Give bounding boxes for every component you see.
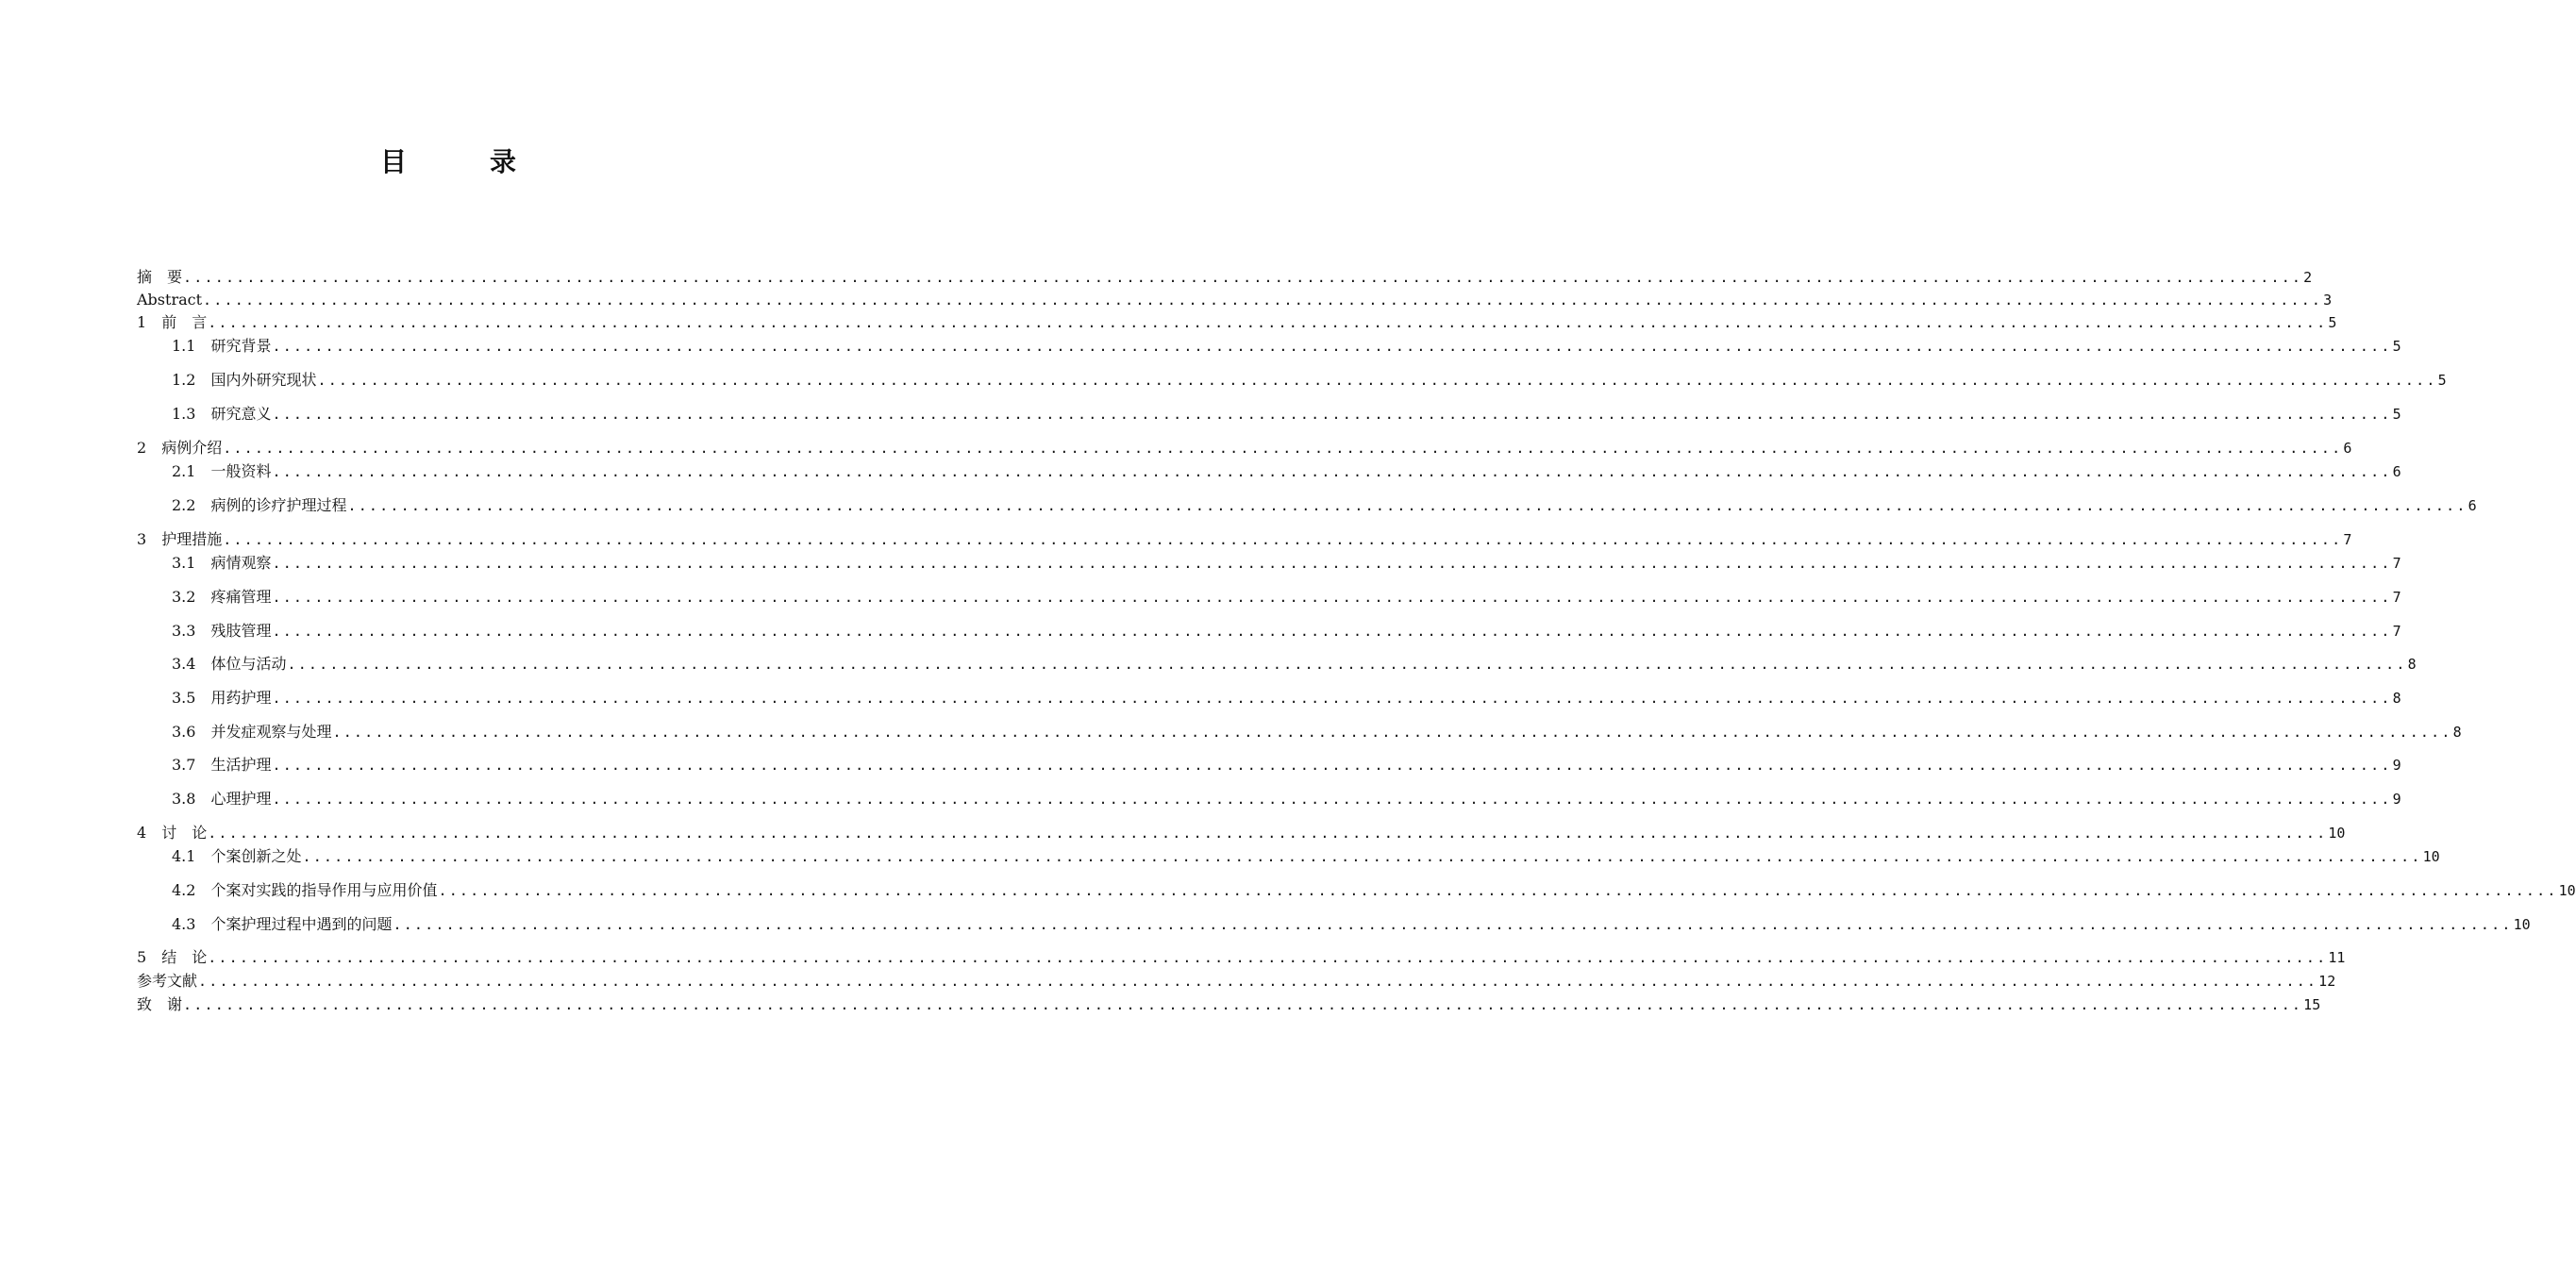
toc-entry-page: 10 bbox=[2513, 916, 2531, 933]
toc-entry-label: 用药护理 bbox=[210, 689, 272, 707]
toc-entry-label: 致 谢 bbox=[137, 995, 183, 1013]
toc-entry-label: 病例介绍 bbox=[161, 439, 223, 457]
toc-entry-label: 残肢管理 bbox=[210, 622, 272, 640]
toc-entry-page: 2 bbox=[2303, 269, 2313, 286]
toc-entry[interactable] bbox=[172, 880, 2576, 901]
toc-entry-number: 3.5 bbox=[172, 689, 211, 707]
toc-entry-page: 15 bbox=[2303, 996, 2321, 1013]
toc-entry[interactable] bbox=[137, 971, 2336, 992]
toc-entry[interactable] bbox=[172, 688, 2401, 709]
toc-entry-label: 心理护理 bbox=[210, 790, 272, 808]
toc-leader-dots: ........................................................................................................................................................................................................ bbox=[272, 589, 2392, 606]
toc-entry-label: 疼痛管理 bbox=[210, 588, 272, 606]
toc-leader-dots: ........................................................................................................................................................................................................ bbox=[347, 497, 2467, 514]
toc-leader-dots: ........................................................................................................................................................................................................ bbox=[223, 531, 2343, 548]
toc-entry-number: 3.6 bbox=[172, 723, 211, 741]
toc-entry-number: 3.8 bbox=[172, 790, 211, 808]
toc-entry-number: 4 bbox=[137, 824, 162, 842]
toc-entry-page: 9 bbox=[2392, 791, 2401, 808]
toc-entry-number: 1 bbox=[137, 313, 162, 331]
toc-entry[interactable] bbox=[137, 290, 2333, 310]
toc-leader-dots: ........................................................................................................................................................................................................ bbox=[272, 555, 2392, 572]
toc-entry[interactable] bbox=[137, 529, 2352, 550]
toc-entry[interactable] bbox=[172, 553, 2401, 574]
toc-entry[interactable] bbox=[172, 370, 2447, 391]
toc-entry-page: 5 bbox=[2437, 372, 2447, 389]
toc-leader-dots: ........................................................................................................................................................................................................ bbox=[208, 949, 2328, 966]
toc-entry[interactable] bbox=[172, 722, 2462, 742]
toc-leader-dots: ........................................................................................................................................................................................................ bbox=[272, 690, 2392, 707]
toc-entry-number: 2 bbox=[137, 439, 162, 457]
toc-entry-page: 8 bbox=[2407, 656, 2417, 673]
toc-entry-page: 12 bbox=[2318, 973, 2336, 990]
toc-entry[interactable] bbox=[172, 654, 2417, 675]
toc-entry-page: 10 bbox=[2328, 825, 2346, 842]
toc-entry[interactable] bbox=[172, 846, 2440, 867]
toc-entry[interactable] bbox=[172, 495, 2477, 516]
toc-entry-label: 个案创新之处 bbox=[210, 847, 302, 865]
toc-entry[interactable] bbox=[137, 267, 2313, 288]
toc-entry-page: 7 bbox=[2343, 531, 2352, 548]
toc-entry-label: 并发症观察与处理 bbox=[210, 723, 332, 741]
toc-leader-dots: ........................................................................................................................................................................................................ bbox=[272, 338, 2392, 355]
toc-leader-dots: ........................................................................................................................................................................................................ bbox=[272, 757, 2392, 774]
toc-leader-dots: ........................................................................................................................................................................................................ bbox=[302, 848, 2422, 865]
toc-entry-number: 3.3 bbox=[172, 622, 211, 640]
toc-entry-label: 个案对实践的指导作用与应用价值 bbox=[210, 881, 438, 899]
toc-leader-dots: ........................................................................................................................................................................................................ bbox=[272, 463, 2392, 480]
toc-entry-label: 摘 要 bbox=[137, 268, 183, 286]
toc-entry-label: 国内外研究现状 bbox=[210, 371, 317, 389]
toc-entry-page: 11 bbox=[2328, 949, 2346, 966]
toc-entry-label: 前 言 bbox=[161, 313, 208, 331]
toc-entry-page: 6 bbox=[2392, 463, 2401, 480]
toc-entry[interactable] bbox=[137, 312, 2337, 333]
toc-leader-dots: ........................................................................................................................................................................................................ bbox=[183, 996, 2303, 1013]
toc-entry-page: 5 bbox=[2392, 338, 2401, 355]
toc-entry-page: 7 bbox=[2392, 555, 2401, 572]
toc-entry-page: 10 bbox=[2558, 882, 2576, 899]
toc-entry-label: 参考文献 bbox=[137, 972, 198, 990]
toc-entry-label: 体位与活动 bbox=[210, 655, 287, 673]
toc-leader-dots: ........................................................................................................................................................................................................ bbox=[203, 292, 2323, 309]
toc-leader-dots: ........................................................................................................................................................................................................ bbox=[332, 724, 2452, 741]
toc-entry-page: 7 bbox=[2392, 623, 2401, 640]
toc-entry[interactable] bbox=[172, 587, 2401, 608]
toc-entry-label: 研究意义 bbox=[210, 405, 272, 423]
toc-entry-page: 8 bbox=[2452, 724, 2462, 741]
toc-entry-number: 1.2 bbox=[172, 371, 211, 389]
toc-entry[interactable] bbox=[172, 621, 2401, 642]
toc-entry-number: 4.2 bbox=[172, 881, 211, 899]
toc-entry-label: 结 论 bbox=[161, 948, 208, 966]
toc-entry-number: 2.2 bbox=[172, 496, 211, 514]
toc-entry[interactable] bbox=[172, 914, 2531, 935]
toc-leader-dots: ........................................................................................................................................................................................................ bbox=[208, 314, 2328, 331]
toc-entry-label: 病情观察 bbox=[210, 554, 272, 572]
toc-entry-number: 3 bbox=[137, 530, 162, 548]
toc-entry[interactable] bbox=[137, 823, 2346, 843]
toc-leader-dots: ........................................................................................................................................................................................................ bbox=[438, 882, 2558, 899]
toc-entry-page: 10 bbox=[2422, 848, 2440, 865]
toc-entry[interactable] bbox=[137, 947, 2346, 968]
toc-entry[interactable] bbox=[172, 755, 2401, 776]
toc-entry[interactable] bbox=[137, 438, 2352, 459]
toc-entry-page: 6 bbox=[2343, 440, 2352, 457]
toc-entry[interactable] bbox=[172, 404, 2401, 425]
toc-entry-page: 8 bbox=[2392, 690, 2401, 707]
toc-entry-label: Abstract bbox=[137, 291, 203, 309]
toc-entry-number: 1.3 bbox=[172, 405, 211, 423]
toc-entry-page: 6 bbox=[2467, 497, 2477, 514]
toc-entry-number: 3.1 bbox=[172, 554, 211, 572]
toc-leader-dots: ........................................................................................................................................................................................................ bbox=[208, 825, 2328, 842]
toc-entry-number: 5 bbox=[137, 948, 162, 966]
toc-leader-dots: ........................................................................................................................................................................................................ bbox=[317, 372, 2437, 389]
toc-entry-label: 生活护理 bbox=[210, 756, 272, 774]
toc-entry-label: 病例的诊疗护理过程 bbox=[210, 496, 347, 514]
toc-entry-label: 讨 论 bbox=[161, 824, 208, 842]
toc-entry-number: 3.7 bbox=[172, 756, 211, 774]
toc-entry-label: 一般资料 bbox=[210, 462, 272, 480]
toc-entry[interactable] bbox=[137, 994, 2321, 1015]
toc-entry-number: 2.1 bbox=[172, 462, 211, 480]
toc-entry-page: 9 bbox=[2392, 757, 2401, 774]
toc-entry-number: 1.1 bbox=[172, 337, 211, 355]
toc-entry-number: 3.2 bbox=[172, 588, 211, 606]
toc-leader-dots: ........................................................................................................................................................................................................ bbox=[198, 973, 2318, 990]
toc-leader-dots: ........................................................................................................................................................................................................ bbox=[183, 269, 2303, 286]
toc-entry-label: 个案护理过程中遇到的问题 bbox=[210, 915, 393, 933]
toc-leader-dots: ........................................................................................................................................................................................................ bbox=[393, 916, 2513, 933]
page-title: 目 录 bbox=[379, 146, 544, 177]
toc-entry-number: 4.3 bbox=[172, 915, 211, 933]
toc-entry-number: 3.4 bbox=[172, 655, 211, 673]
toc-entry-page: 5 bbox=[2392, 406, 2401, 423]
toc-leader-dots: ........................................................................................................................................................................................................ bbox=[272, 791, 2392, 808]
toc-leader-dots: ........................................................................................................................................................................................................ bbox=[223, 440, 2343, 457]
toc-leader-dots: ........................................................................................................................................................................................................ bbox=[272, 623, 2392, 640]
toc-leader-dots: ........................................................................................................................................................................................................ bbox=[272, 406, 2392, 423]
toc-entry[interactable] bbox=[172, 336, 2401, 357]
toc-entry-number: 4.1 bbox=[172, 847, 211, 865]
toc-entry-label: 研究背景 bbox=[210, 337, 272, 355]
toc-entry-label: 护理措施 bbox=[161, 530, 223, 548]
toc-leader-dots: ........................................................................................................................................................................................................ bbox=[287, 656, 2407, 673]
toc-entry[interactable] bbox=[172, 461, 2401, 482]
toc-entry-page: 7 bbox=[2392, 589, 2401, 606]
toc-entry[interactable] bbox=[172, 789, 2401, 809]
toc-entry-page: 5 bbox=[2328, 314, 2337, 331]
toc-entry-page: 3 bbox=[2323, 292, 2333, 309]
